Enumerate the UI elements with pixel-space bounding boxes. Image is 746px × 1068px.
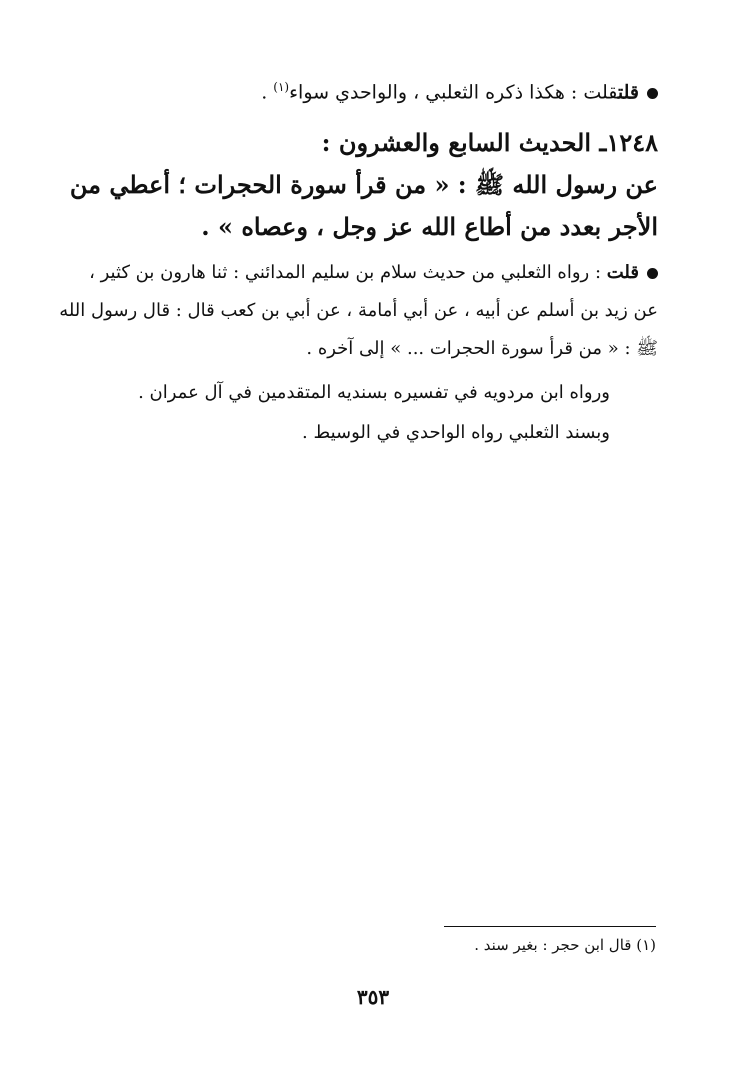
commentary-text: : رواه الثعلبي من حديث سلام بن سليم المدائني : ثنا هارون بن كثير ، [89, 262, 607, 283]
note-end: . [261, 81, 274, 104]
hadith-text-line: عن رسول الله ﷺ : « من قرأ سورة الحجرات ؛ أعطي من [69, 170, 658, 199]
paragraph: وبسند الثعلبي رواه الواحدي في الوسيط . [302, 422, 610, 443]
bullet-icon [647, 88, 658, 99]
footnote-marker: (١) [273, 80, 290, 94]
hadith-heading: ١٢٤٨ـ الحديث السابع والعشرون : [321, 128, 658, 157]
commentary-line: عن زيد بن أسلم عن أبيه ، عن أبي أمامة ، عن أبي بن كعب قال : قال رسول الله [59, 300, 658, 321]
note-line [80, 80, 658, 103]
commentary-line [80, 262, 658, 283]
hadith-text-line: الأجر بعدد من أطاع الله عز وجل ، وعصاه » . [201, 212, 658, 241]
commentary-label: قلت [606, 262, 639, 283]
paragraph: ورواه ابن مردويه في تفسيره بسنديه المتقدمين في آل عمران . [138, 382, 610, 403]
commentary-line: ﷺ : « من قرأ سورة الحجرات ... » إلى آخره . [306, 338, 658, 359]
footnote-divider [444, 926, 656, 927]
note-label: قلت [617, 81, 639, 104]
footnote: (١) قال ابن حجر : بغير سند . [474, 936, 656, 954]
page-number: ٣٥٣ [356, 985, 390, 1009]
note-text: قلت : هكذا ذكره الثعلبي ، والواحدي سواء [289, 81, 618, 104]
bullet-icon [647, 268, 658, 279]
